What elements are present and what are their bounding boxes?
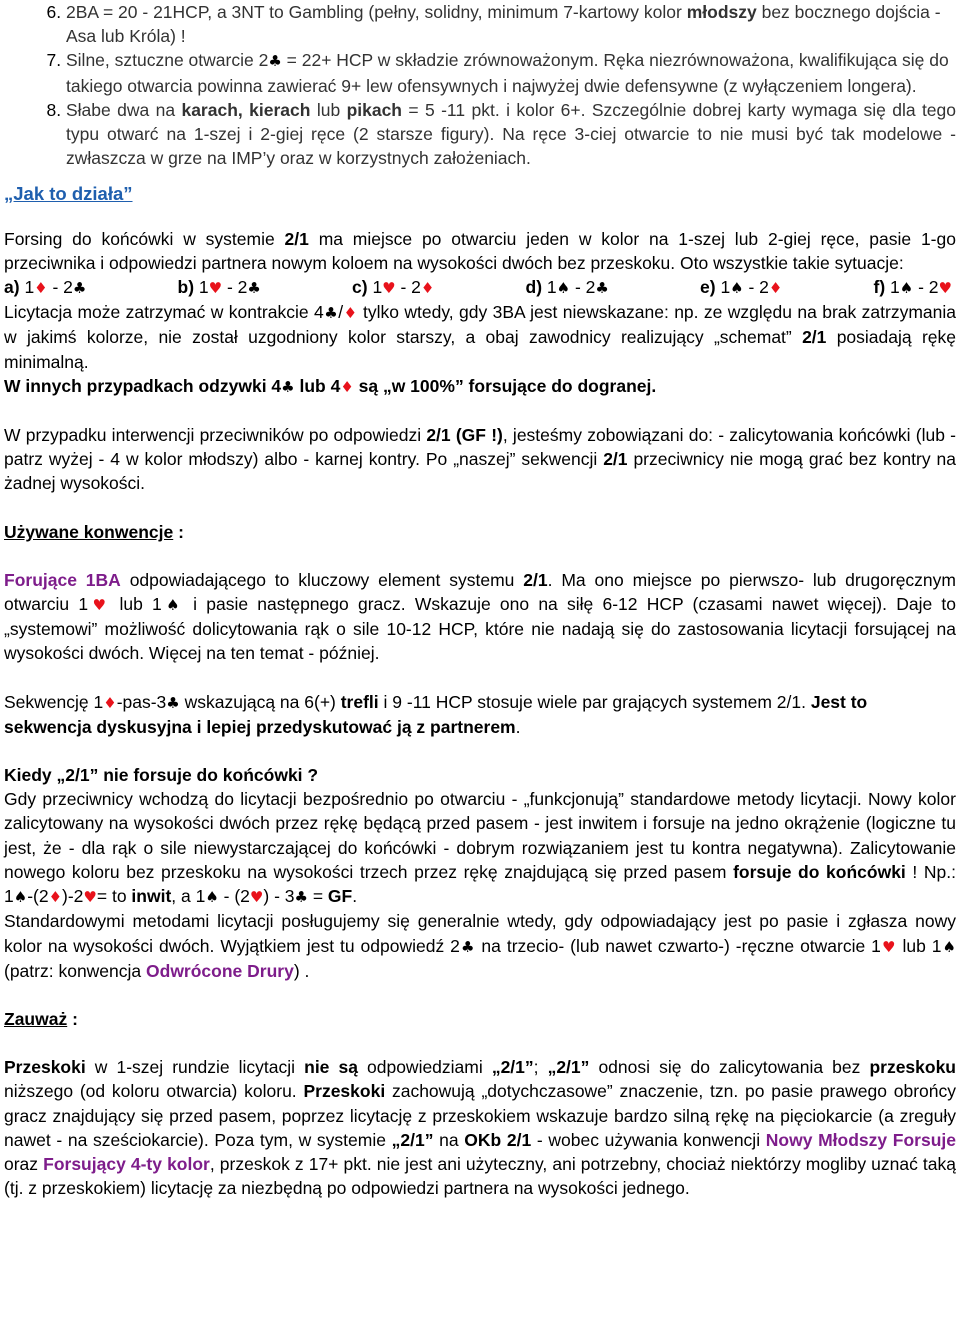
text-run: (patrz: konwencja bbox=[4, 960, 147, 981]
opening-bid: 1 bbox=[372, 277, 383, 298]
text-run: tylko wtedy, gdy 3BA jest niewskazane: np. ze względu na brak zatrzymania w jakimś kolorze, nie został uzgodniony kolor starszy, a obaj zawodnicy realizujący „schemat” bbox=[4, 302, 957, 348]
text-run: Gdy przeciwnicy wchodzą do licytacji bezpośrednio po otwarciu - „funkcjonują” standardowe metody licytacji. Nowy kolor zalicytowany na wysokości dwóch przez rękę będącą przed pasem - jest inwitem i forsuje na jedno okrążenie (logiczne tu jest, że - dla rąk o sile niewystarczającej do końcówki - dobrym rozwiązaniem jest tu kontra negatywna). Zalicytowanie nowego koloru bez przeskoku na wysokości trzech przez rękę znajdującą się przed pasem bbox=[4, 789, 956, 882]
text-run: 2/1 bbox=[284, 228, 309, 249]
text-run: lub 1 bbox=[110, 594, 162, 615]
text-run: - wobec używania konwencji bbox=[531, 1129, 766, 1150]
text-run: = 22+ HCP w składzie zrównoważonym. Ręka niezrównoważona, kwalifikująca się do takiego otwarcia powinna zawierać 9+ lew ofensywnych i najwyżej dwie defensywne (z wyłączeniem longera). bbox=[66, 50, 949, 96]
opening-sequence bbox=[352, 275, 434, 300]
list-item-text bbox=[66, 2, 941, 46]
heading-konwencje: Używane konwencje : bbox=[4, 521, 184, 542]
text-run: są „w 100%” forsujące do dogranej. bbox=[353, 375, 657, 396]
text-run: , przeskok z 17+ pkt. nie jest ani użyteczny, ani potrzebny, chociaż niektórzy mogliby uznać taką (tj. z przeskokiem) licytację za niezbędną po odpowiedzi partnera na wysokości jednego. bbox=[4, 1153, 957, 1199]
text-run: lub 4 bbox=[294, 375, 341, 396]
suit-icon: ♦ bbox=[34, 279, 48, 298]
text-run: . bbox=[352, 886, 358, 907]
suit-icon: ♣ bbox=[459, 937, 476, 956]
opening-bid: 1 bbox=[198, 277, 209, 298]
response-bid: - 2 bbox=[47, 277, 73, 298]
response-bid: - 2 bbox=[570, 277, 596, 298]
suit-icon: ♥ bbox=[208, 279, 223, 298]
suit-icon: ♦ bbox=[343, 304, 358, 323]
text-run: , jesteśmy zobowiązani do: - zalicytowania końcówki (lub - patrz wyżej - 4 w kolor młodszy) albo - karnej kontry. Po „naszej” sekwencji bbox=[4, 425, 956, 470]
opening-bid: 1 bbox=[546, 277, 557, 298]
text-run: = bbox=[307, 886, 328, 907]
text-run: w 1-szej rundzie licytacji bbox=[85, 1057, 305, 1078]
text-run: - (2 bbox=[218, 886, 250, 907]
text-run: lub bbox=[310, 99, 347, 120]
paragraph-sekwencje bbox=[4, 690, 956, 739]
text-run: na trzecio- (lub nawet czwarto-) -ręczne otwarcie 1 bbox=[475, 935, 881, 956]
suit-icon: ♠ bbox=[13, 888, 28, 907]
list-item bbox=[66, 48, 956, 97]
suit-icon: ♠ bbox=[205, 888, 219, 907]
text-run: ) . bbox=[293, 960, 310, 981]
list-item-text bbox=[66, 100, 956, 168]
heading-zauwaz: Zauważ : bbox=[4, 1008, 78, 1029]
text-run: Sekwencję 1 bbox=[4, 691, 104, 712]
text-run: Licytacja może zatrzymać w kontrakcie 4 bbox=[4, 302, 324, 323]
heading-kiedy: Kiedy „2/1” nie forsuje do końcówki ? bbox=[4, 765, 319, 786]
suit-icon: ♠ bbox=[730, 279, 744, 298]
opening-label: f) bbox=[873, 277, 886, 298]
response-bid: - 2 bbox=[222, 277, 248, 298]
text-run: Jest to sekwencja dyskusyjna i lepiej przedyskutować ją z partnerem bbox=[4, 691, 868, 737]
openings-row bbox=[4, 275, 952, 300]
text-run: GF bbox=[327, 886, 353, 907]
text-run: -(2 bbox=[27, 886, 49, 907]
suit-icon: ♠ bbox=[161, 596, 184, 615]
suit-icon: ♣ bbox=[595, 279, 609, 298]
text-run: / bbox=[338, 302, 344, 323]
text-run: „2/1” bbox=[491, 1057, 534, 1078]
text-run: odnosi się do zalicytowania bez bbox=[589, 1057, 870, 1078]
text-run: przeciwnicy nie mogą grać bez kontry na żadnej wysokości. bbox=[4, 449, 956, 494]
suit-icon: ♦ bbox=[103, 693, 117, 712]
text-run: Forsing do końcówki w systemie bbox=[4, 228, 285, 249]
text-run: inwit bbox=[131, 886, 172, 907]
suit-icon: ♦ bbox=[420, 279, 435, 298]
list-item-text bbox=[66, 50, 949, 95]
opening-label: a) bbox=[4, 277, 20, 298]
suit-icon: ♥ bbox=[83, 888, 97, 907]
text-run: na bbox=[433, 1129, 465, 1150]
suit-icon: ♣ bbox=[323, 304, 339, 323]
text-run: ) - 3 bbox=[263, 886, 295, 907]
text-run: Słabe dwa na bbox=[66, 99, 182, 120]
text-run: 2/1 (GF !) bbox=[426, 425, 503, 446]
opening-sequence bbox=[874, 275, 952, 300]
heading-konwencje-text: Używane konwencje bbox=[4, 521, 174, 542]
opening-sequence bbox=[526, 275, 609, 300]
opening-bid: 1 bbox=[720, 277, 731, 298]
text-run: W innych przypadkach odzywki 4 bbox=[4, 375, 282, 396]
text-run: zachowują „dotychczasowe” znaczenie, tzn. po pasie prawego obrońcy gracz znajdujący się przed pasem, poprzez licytację z przeskokiem wskazuje bardzo silną rękę na pięciokarcie (a zreguły nawet - na sześciokarcie). Poza tym, w systemie bbox=[4, 1081, 956, 1150]
heading-zauwaz-text: Zauważ bbox=[4, 1008, 68, 1029]
suit-icon: ♥ bbox=[938, 279, 952, 298]
suit-icon: ♠ bbox=[941, 937, 957, 956]
text-run: bez bocznego dojścia - Asa lub Króla) ! bbox=[66, 2, 941, 47]
suit-icon: ♥ bbox=[249, 888, 264, 907]
suit-icon: ♣ bbox=[247, 279, 261, 298]
text-run: Silne, sztuczne otwarcie 2 bbox=[66, 50, 269, 71]
text-run: )-2 bbox=[62, 886, 84, 907]
suit-icon: ♥ bbox=[88, 596, 111, 615]
text-run: i 9 -11 HCP stosuje wiele par grających systemem 2/1. bbox=[378, 691, 811, 712]
suit-icon: ♦ bbox=[48, 888, 63, 907]
suit-icon: ♦ bbox=[768, 279, 783, 298]
text-run: niższego (od koloru otwarcia) koloru. bbox=[4, 1081, 304, 1102]
text-run: . Ma ono miejsce po pierwszo- lub drugoręcznym otwarciu 1 bbox=[4, 569, 956, 615]
opening-label: d) bbox=[525, 277, 543, 298]
paragraph-interwencja bbox=[4, 423, 956, 496]
opening-sequence bbox=[4, 275, 86, 300]
paragraph-przeskoki bbox=[4, 1055, 956, 1200]
heading-jak-text: „Jak to działa” bbox=[4, 183, 133, 205]
text-run: Forsujący 4-ty kolor bbox=[43, 1153, 210, 1174]
text-run: W przypadku interwencji przeciwników po odpowiedzi bbox=[4, 425, 427, 446]
text-run: . bbox=[515, 716, 521, 737]
suit-icon: ♣ bbox=[166, 693, 180, 712]
list-item bbox=[66, 98, 956, 171]
text-run: Przeskoki bbox=[4, 1057, 86, 1078]
text-run: OKb 2/1 bbox=[464, 1129, 532, 1150]
text-run: Odwrócone Drury bbox=[146, 960, 294, 981]
opening-label: e) bbox=[700, 277, 716, 298]
text-run: ; bbox=[533, 1057, 548, 1078]
text-run: odpowiedziami bbox=[357, 1057, 492, 1078]
text-run: ma miejsce po otwarciu jeden w kolor na 1-szej lub 2-giej ręce, pasie 1-go przeciwnika i odpowiedzi partnera nowym koloem na wysokości dwóch bez przeskoku. Oto wszystkie takie sytuacje: bbox=[4, 228, 956, 273]
suit-icon: ♠ bbox=[899, 279, 914, 298]
text-run: karach, kierach bbox=[181, 99, 311, 120]
list-item bbox=[66, 0, 956, 48]
paragraph-forsing bbox=[4, 227, 956, 275]
text-run: 2BA = 20 - 21HCP, a 3NT to Gambling (pełny, solidny, minimum 7-kartowy kolor bbox=[66, 2, 687, 22]
suit-icon: ♣ bbox=[281, 377, 295, 396]
text-run: ! Np.: 1 bbox=[4, 861, 956, 907]
text-run: „2/1” bbox=[391, 1129, 434, 1150]
text-run: -pas-3 bbox=[116, 691, 167, 712]
text-run: Forujące 1BA bbox=[4, 569, 121, 590]
text-run: 2/1 bbox=[523, 569, 548, 590]
opening-label: b) bbox=[177, 277, 195, 298]
text-run: = to bbox=[96, 886, 132, 907]
text-run: , a 1 bbox=[171, 886, 206, 907]
response-bid: - 2 bbox=[395, 277, 421, 298]
text-run: oraz bbox=[4, 1153, 44, 1174]
paragraph-forujace bbox=[4, 568, 956, 666]
text-run: 2/1 bbox=[802, 327, 827, 348]
text-run: przeskoku bbox=[869, 1057, 956, 1078]
text-run: 2/1 bbox=[603, 449, 628, 470]
text-run: = 5 -11 pkt. i kolor 6+. Szczególnie dobrej karty wymaga się dla tego typu otwarć na 1-szej i 2-giej ręce (2 starsze figury). Na ręce 3-ciej otwarcie to nie musi być tak modelowe - zwłaszcza w grze na IMP’y oraz w korzystnych założeniach. bbox=[66, 99, 957, 169]
paragraph-kiedy bbox=[4, 787, 956, 909]
opening-sequence bbox=[178, 275, 261, 300]
text-run: Przeskoki bbox=[303, 1081, 386, 1102]
opening-bid: 1 bbox=[890, 277, 900, 298]
text-run: pikach bbox=[346, 99, 403, 120]
suit-icon: ♥ bbox=[382, 279, 396, 298]
text-run: młodszy bbox=[686, 2, 757, 22]
text-run: lub 1 bbox=[896, 935, 942, 956]
opening-label: c) bbox=[352, 277, 368, 298]
opening-bid: 1 bbox=[24, 277, 35, 298]
response-bid: - 2 bbox=[913, 277, 939, 298]
text-run: posiadają rękę minimalną. bbox=[4, 327, 956, 372]
text-run: i pasie następnego gracz. Wskazuje ono na siłę 6-12 HCP (czasami nawet więcej). Daje to „systemowi” możliwość dolicytowania rąk o sile 10-12 HCP, które nie nadają się do zastosowania licytacji forsującej na wysokości dwóch. Więcej na ten temat - później. bbox=[4, 594, 957, 664]
text-run: odpowiadającego to kluczowy element systemu bbox=[120, 569, 524, 590]
suit-icon: ♣ bbox=[72, 279, 87, 298]
suit-icon: ♥ bbox=[880, 937, 897, 956]
text-run: Standardowymi metodami licytacji posługujemy się generalnie wtedy, gdy odpowiadający jest po pasie i zgłasza nowy kolor na wysokości dwóch. Wyjątkiem jest tu odpowiedź 2 bbox=[4, 911, 956, 956]
suit-icon: ♠ bbox=[556, 279, 571, 298]
document-page bbox=[4, 0, 956, 1200]
paragraph-licytacja bbox=[4, 300, 956, 374]
heading-jak-to-dziala bbox=[4, 182, 956, 206]
text-run: trefli bbox=[340, 691, 379, 712]
text-run: forsuje do końcówki bbox=[733, 861, 906, 882]
numbered-list bbox=[4, 0, 956, 170]
suit-icon: ♦ bbox=[340, 377, 354, 396]
response-bid: - 2 bbox=[743, 277, 769, 298]
opening-sequence bbox=[700, 275, 782, 300]
paragraph-standardowymi bbox=[4, 909, 956, 983]
paragraph-inne bbox=[4, 374, 956, 399]
text-run: wskazującą na 6(+) bbox=[179, 691, 341, 712]
text-run: Nowy Młodszy Forsuje bbox=[765, 1129, 956, 1150]
text-run: nie są bbox=[304, 1057, 358, 1078]
text-run: „2/1” bbox=[547, 1057, 590, 1078]
suit-icon: ♣ bbox=[294, 888, 308, 907]
suit-icon: ♣ bbox=[268, 52, 282, 71]
